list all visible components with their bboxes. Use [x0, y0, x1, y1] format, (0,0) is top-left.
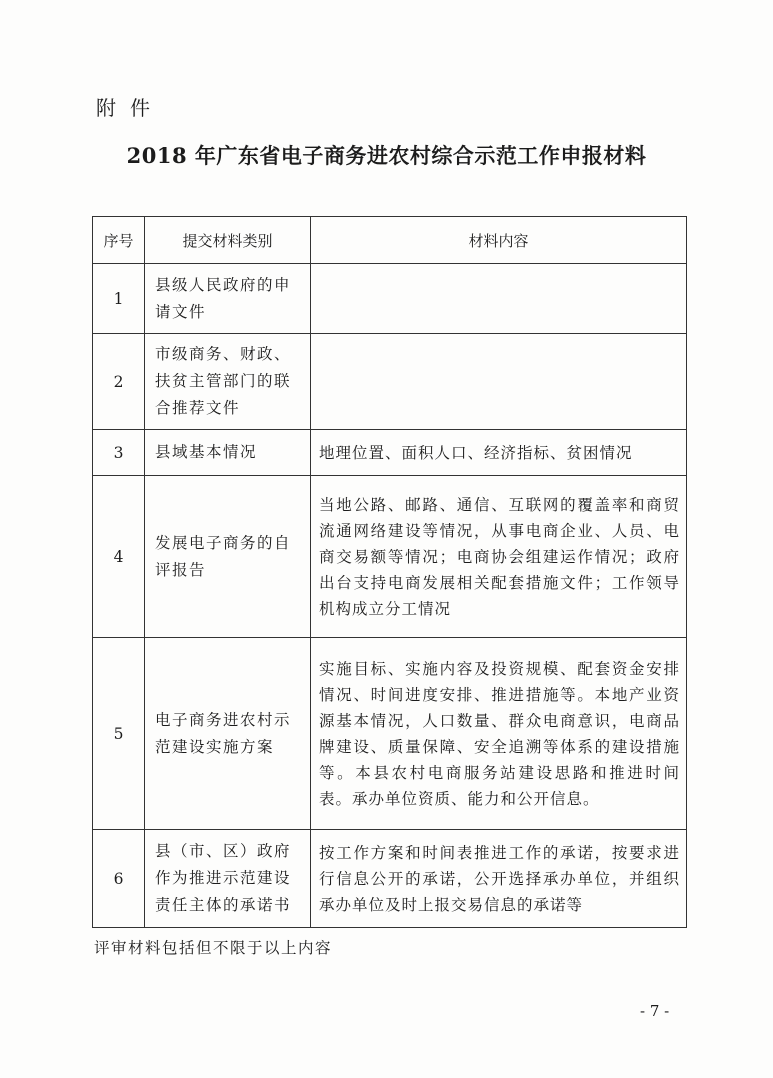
- row-material-content: 地理位置、面积人口、经济指标、贫困情况: [311, 430, 687, 476]
- table-row: [93, 476, 687, 638]
- row-material-content: [311, 264, 687, 334]
- row-number: 5: [93, 638, 145, 830]
- table-row: [93, 334, 687, 430]
- table-row: [93, 264, 687, 334]
- column-header-content: 材料内容: [311, 217, 687, 264]
- column-header-type: 提交材料类别: [145, 217, 311, 264]
- row-material-content: [311, 334, 687, 430]
- row-material-content: 实施目标、实施内容及投资规模、配套资金安排情况、时间进度安排、推进措施等。本地产业资源基本情况，人口数量、群众电商意识，电商品牌建设、质量保障、安全追溯等体系的建设措施等。本县农村电商服务站建设思路和推进时间表。承办单位资质、能力和公开信息。: [311, 638, 687, 830]
- row-number: 1: [93, 264, 145, 334]
- row-material-content: 当地公路、邮路、通信、互联网的覆盖率和商贸流通网络建设等情况，从事电商企业、人员、电商交易额等情况；电商协会组建运作情况；政府出台支持电商发展相关配套措施文件；工作领导机构成立分工情况: [311, 476, 687, 638]
- footnote: 评审材料包括但不限于以上内容: [94, 939, 333, 957]
- row-material-type: 县（市、区）政府作为推进示范建设责任主体的承诺书: [145, 830, 311, 928]
- column-header-number: 序号: [93, 217, 145, 264]
- row-material-type: 县域基本情况: [145, 430, 311, 476]
- table-header-row: [93, 217, 687, 264]
- table-row: [93, 638, 687, 830]
- row-number: 3: [93, 430, 145, 476]
- row-number: 4: [93, 476, 145, 638]
- row-material-content: 按工作方案和时间表推进工作的承诺，按要求进行信息公开的承诺，公开选择承办单位，并组织承办单位及时上报交易信息的承诺等: [311, 830, 687, 928]
- page-number: - 7 -: [640, 1002, 670, 1020]
- row-number: 6: [93, 830, 145, 928]
- table-row: [93, 830, 687, 928]
- row-material-type: 发展电子商务的自评报告: [145, 476, 311, 638]
- attachment-label: 附件: [96, 96, 164, 120]
- document-title: 2018 年广东省电子商务进农村综合示范工作申报材料: [126, 143, 647, 168]
- materials-table: [92, 216, 687, 928]
- row-material-type: 县级人民政府的申请文件: [145, 264, 311, 334]
- row-material-type: 电子商务进农村示范建设实施方案: [145, 638, 311, 830]
- row-material-type: 市级商务、财政、扶贫主管部门的联合推荐文件: [145, 334, 311, 430]
- row-number: 2: [93, 334, 145, 430]
- table-row: [93, 430, 687, 476]
